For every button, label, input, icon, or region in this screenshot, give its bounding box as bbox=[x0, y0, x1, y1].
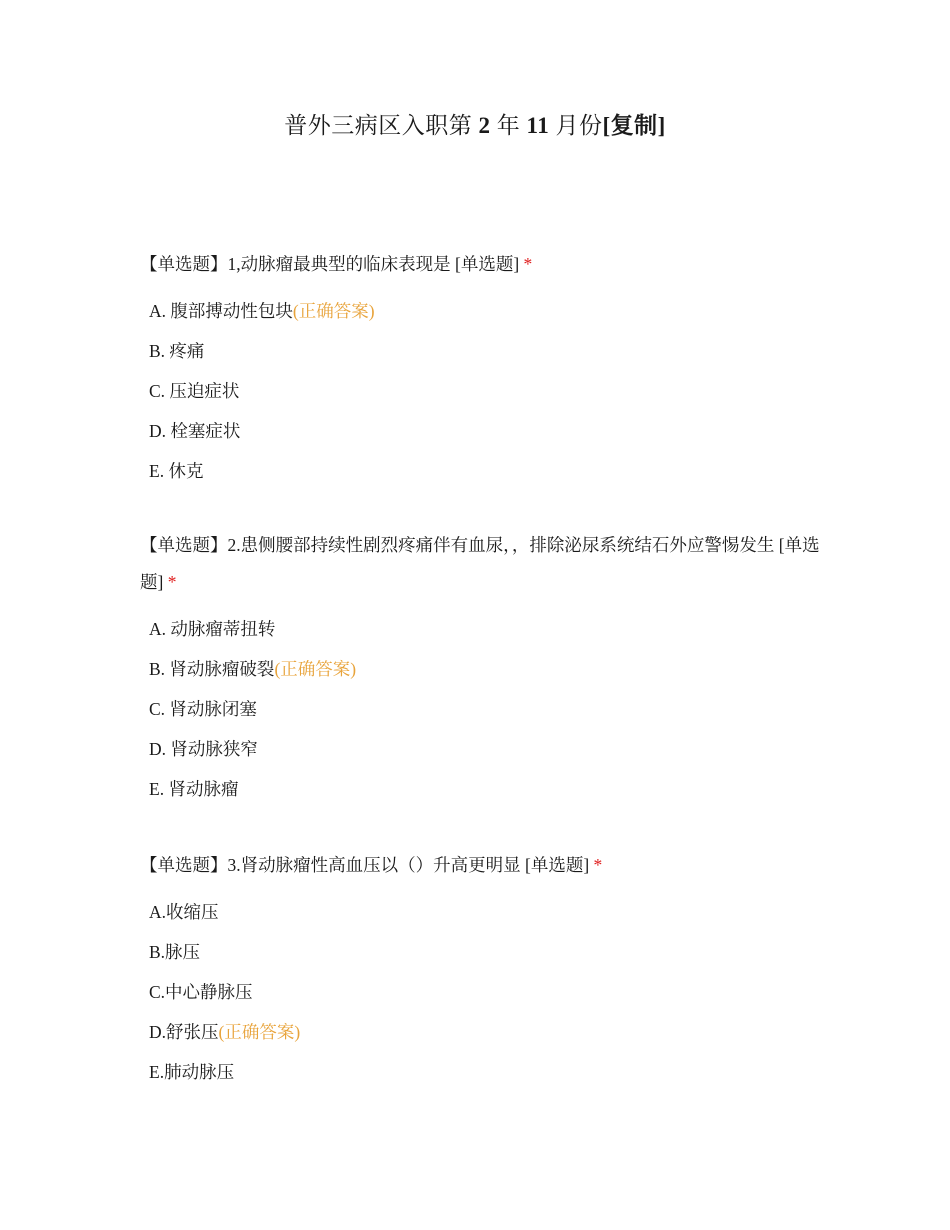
option-e[interactable] bbox=[149, 451, 829, 491]
option-e[interactable] bbox=[149, 769, 829, 809]
question-text: 2.患侧腰部持续性剧烈疼痛伴有血尿，，排除泌尿系统结石外应警惕发生 bbox=[227, 535, 775, 555]
question-2 bbox=[140, 527, 820, 809]
question-1 bbox=[140, 246, 820, 491]
correct-answer-note: (正确答案) bbox=[274, 659, 357, 679]
option-b[interactable] bbox=[149, 932, 829, 972]
question-type-tag: 【单选题】 bbox=[140, 535, 228, 555]
option-c[interactable] bbox=[149, 972, 829, 1012]
option-label: C.中心静脉压 bbox=[149, 982, 253, 1002]
option-label: B. 肾动脉瘤破裂 bbox=[149, 659, 275, 679]
question-text: 1,动脉瘤最典型的临床表现是 bbox=[227, 254, 451, 274]
required-mark: * bbox=[167, 572, 177, 592]
option-c[interactable] bbox=[149, 371, 829, 411]
option-label: D.舒张压 bbox=[149, 1022, 219, 1042]
option-list bbox=[140, 291, 820, 491]
option-d[interactable] bbox=[149, 411, 829, 451]
option-list bbox=[140, 609, 820, 809]
option-label: D. 肾动脉狭窄 bbox=[149, 739, 258, 759]
question-type-label: [单选题] bbox=[455, 254, 520, 274]
question-stem bbox=[140, 847, 820, 884]
option-label: D. 栓塞症状 bbox=[149, 421, 241, 441]
question-type-label: [单选题] bbox=[525, 855, 590, 875]
option-list bbox=[140, 892, 820, 1092]
title-month-number: 11 bbox=[526, 113, 550, 138]
question-stem bbox=[140, 246, 820, 283]
option-label: B. 疼痛 bbox=[149, 341, 205, 361]
question-type-tag: 【单选题】 bbox=[140, 855, 228, 875]
required-mark: * bbox=[523, 254, 533, 274]
option-c[interactable] bbox=[149, 689, 829, 729]
question-stem bbox=[140, 527, 820, 601]
option-label: C. 肾动脉闭塞 bbox=[149, 699, 257, 719]
question-text: 3.肾动脉瘤性高血压以（）升高更明显 bbox=[227, 855, 521, 875]
title-part1: 普外三病区入职第 bbox=[284, 113, 473, 138]
option-label: A. 动脉瘤蒂扭转 bbox=[149, 619, 276, 639]
option-label: E. 肾动脉瘤 bbox=[149, 779, 239, 799]
title-suffix: [复制] bbox=[602, 113, 666, 138]
option-label: C. 压迫症状 bbox=[149, 381, 240, 401]
option-a[interactable] bbox=[149, 892, 829, 932]
question-type-tag: 【单选题】 bbox=[140, 254, 228, 274]
option-b[interactable] bbox=[149, 649, 829, 689]
option-e[interactable] bbox=[149, 1052, 829, 1092]
page-title bbox=[0, 110, 950, 142]
correct-answer-note: (正确答案) bbox=[218, 1022, 301, 1042]
option-b[interactable] bbox=[149, 331, 829, 371]
title-year-number: 2 bbox=[478, 113, 491, 138]
option-label: A. 腹部搏动性包块 bbox=[149, 301, 293, 321]
option-label: E. 休克 bbox=[149, 461, 204, 481]
option-d[interactable] bbox=[149, 1012, 829, 1052]
option-label: E.肺动脉压 bbox=[149, 1062, 235, 1082]
title-part3: 月份 bbox=[555, 113, 603, 138]
correct-answer-note: (正确答案) bbox=[292, 301, 375, 321]
title-part2: 年 bbox=[496, 113, 521, 138]
option-a[interactable] bbox=[149, 609, 829, 649]
required-mark: * bbox=[593, 855, 603, 875]
option-label: B.脉压 bbox=[149, 942, 201, 962]
option-label: A.收缩压 bbox=[149, 902, 219, 922]
option-d[interactable] bbox=[149, 729, 829, 769]
question-3 bbox=[140, 847, 820, 1092]
question-type-label: [单选题] bbox=[140, 535, 820, 592]
option-a[interactable] bbox=[149, 291, 829, 331]
